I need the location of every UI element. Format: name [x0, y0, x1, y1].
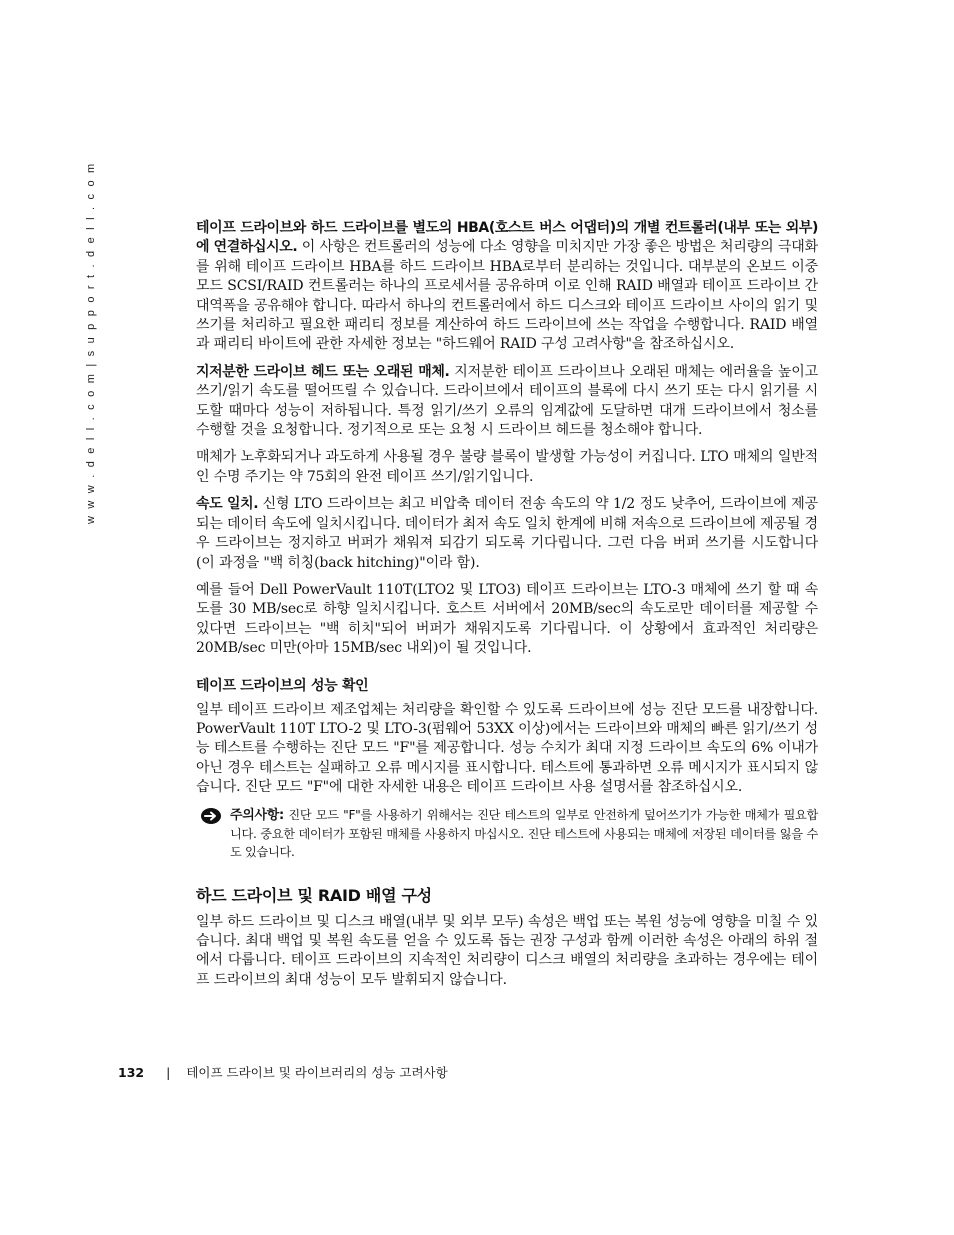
- page-number: 132: [118, 1064, 145, 1080]
- main-content: [196, 219, 818, 998]
- page-footer: [118, 1063, 448, 1081]
- footer-separator: |: [166, 1064, 171, 1080]
- paragraph-hba: 테이프 드라이브와 하드 드라이브를 별도의 HBA(호스트 버스 어댑터)의 개별 컨트롤러(내부 또는 외부)에 연결하십시오. 이 사항은 컨트롤러의 성능에 다소 영향을 미치지만 가장 좋은 방법은 처리량의 극대화를 위해 테이프 드라이브 HBA를 하드 드라이브 HBA로부터 분리하는 것입니다. 대부분의 온보드 이중 모드 SCSI/RAID 컨트롤러는 하나의 프로세서를 공유하며 이로 인해 RAID 배열과 테이프 드라이브 간 대역폭을 공유해야 합니다. 따라서 하나의 컨트롤러에서 하드 디스크와 테이프 드라이브 사이의 읽기 및 쓰기를 처리하고 필요한 패리티 정보를 계산하여 하드 드라이브에 쓰는 작업을 수행합니다. RAID 배열과 패리티 바이트에 관한 자세한 정보는 "하드웨어 RAID 구성 고려사항"을 참조하십시오.: [196, 220, 818, 353]
- paragraph-lead: 속도 일치.: [196, 496, 259, 513]
- footer-title: 테이프 드라이브 및 라이브러리의 성능 고려사항: [186, 1065, 448, 1080]
- paragraph-lead: 테이프 드라이브와 하드 드라이브를 별도의 HBA(호스트 버스 어댑터)의 개별 컨트롤러(내부 또는 외부)에 연결하십시오.: [196, 220, 818, 256]
- subsection-heading: 테이프 드라이브의 성능 확인: [196, 677, 369, 694]
- notice-label: 주의사항:: [230, 807, 284, 823]
- paragraph-speed-match: 속도 일치. 신형 LTO 드라이브는 최고 비압축 데이터 전송 속도의 약 1/2 정도 낮추어, 드라이브에 제공되는 데이터 속도에 일치시킵니다. 데이터가 최저 속도 일치 한계에 비해 저속으로 드라이브에 제공될 경우 드라이브는 정지하고 버퍼가 채워져 되감기 되도록 기다립니다. 그런 다음 버퍼 쓰기를 시도합니다(이 과정을 "백 히칭(back hitching)"이라 함).: [196, 496, 818, 571]
- paragraph-diagnostic: 일부 테이프 드라이브 제조업체는 처리량을 확인할 수 있도록 드라이브에 성능 진단 모드를 내장합니다. PowerVault 110T LTO-2 및 LTO-3(펌웨어 53XX 이상)에서는 드라이브와 매체의 빠른 읽기/쓰기 성능 테스트를 수행하는 진단 모드 "F"를 제공합니다. 성능 수치가 최대 지정 드라이브 속도의 6% 이내가 아닌 경우 테스트는 실패하고 오류 메시지를 표시합니다. 테스트에 통과하면 오류 메시지가 표시되지 않습니다. 진단 모드 "F"에 대한 자세한 내용은 테이프 드라이브 사용 설명서를 참조하십시오.: [196, 701, 818, 796]
- paragraph-lead: 지저분한 드라이브 헤드 또는 오래된 매체.: [196, 363, 450, 380]
- paragraph-example: 예를 들어 Dell PowerVault 110T(LTO2 및 LTO3) 테이프 드라이브는 LTO-3 매체에 쓰기 할 때 속도를 30 MB/sec로 하향 일치시킵니다. 호스트 서버에서 20MB/sec의 속도로만 데이터를 제공할 수 있다면 드라이브는 "백 히치"되어 버퍼가 채워지도록 기다립니다. 이 상황에서 효과적인 처리량은 20MB/sec 미만(아마 15MB/sec 내외)이 될 것입니다.: [196, 581, 818, 657]
- notice-text: 주의사항: 진단 모드 "F"를 사용하기 위해서는 진단 테스트의 일부로 안전하게 덮어쓰기가 가능한 매체가 필요합니다. 중요한 데이터가 포함된 매체를 사용하지 마십시오. 진단 테스트에 사용되는 매체에 저장된 데이터를 잃을 수도 있습니다.: [230, 807, 818, 859]
- paragraph-dirty-head: 지저분한 드라이브 헤드 또는 오래된 매체. 지저분한 테이프 드라이브나 오래된 매체는 에러율을 높이고 쓰기/읽기 속도를 떨어뜨릴 수 있습니다. 드라이브에서 테이프의 블록에 다시 쓰기 또는 다시 읽기를 시도할 때마다 성능이 저하됩니다. 특정 읽기/쓰기 오류의 임계값에 도달하면 대개 드라이브에서 청소를 수행할 것을 요청합니다. 정기적으로 또는 요청 시 드라이브 헤드를 청소해야 합니다.: [196, 363, 818, 439]
- notice-box: [196, 806, 818, 861]
- paragraph-media-wear: 매체가 노후화되거나 과도하게 사용될 경우 불량 블록이 발생할 가능성이 커집니다. LTO 매체의 일반적인 수명 주기는 약 75회의 완전 테이프 쓰기/읽기입니다.: [196, 449, 818, 485]
- paragraph-raid: 일부 하드 드라이브 및 디스크 배열(내부 및 외부 모두) 속성은 백업 또는 복원 성능에 영향을 미칠 수 있습니다. 최대 백업 및 복원 속도를 얻을 수 있도록 돕는 권장 구성과 함께 이러한 속성은 아래의 하위 절에서 다룹니다. 테이프 드라이브의 지속적인 처리량이 디스크 배열의 처리량을 초과하는 경우에는 테이프 드라이브의 최대 성능이 모두 발휘되지 않습니다.: [196, 913, 818, 988]
- notice-icon: [200, 807, 222, 825]
- side-url: w w w . d e l l . c o m | s u p p o r t . d e l l . c o m: [85, 161, 97, 525]
- section-heading: 하드 드라이브 및 RAID 배열 구성: [196, 885, 432, 905]
